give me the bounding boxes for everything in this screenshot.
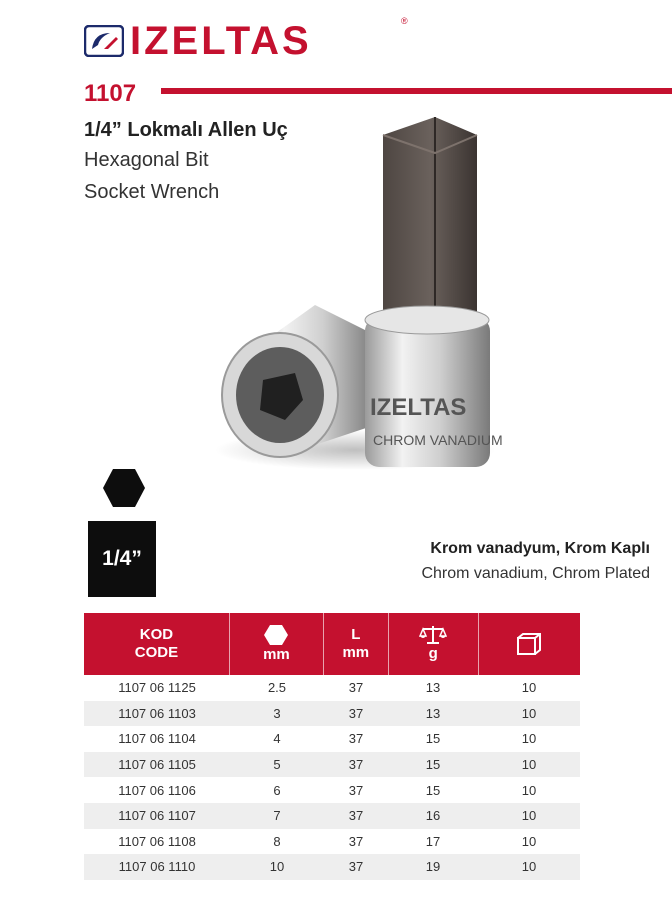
- cell-size: 7: [273, 808, 281, 824]
- cell-code: 1107 06 1105: [118, 757, 196, 773]
- header-code: [84, 613, 230, 675]
- cell-length: 37: [348, 808, 364, 824]
- cell-code: 1107 06 1125: [118, 680, 196, 696]
- table-row: [84, 701, 580, 727]
- table-row: [84, 803, 580, 829]
- cell-pack: 10: [521, 859, 537, 875]
- box-icon: [517, 633, 541, 655]
- table-header: [84, 613, 580, 675]
- cell-code: 1107 06 1107: [118, 808, 196, 824]
- header-pack: [479, 613, 580, 675]
- cell-size: 6: [273, 782, 281, 798]
- header-length-label: L: [351, 626, 361, 643]
- cell-size: 8: [273, 833, 281, 849]
- cell-code: 1107 06 1106: [118, 782, 196, 798]
- header-weight-unit: g: [428, 645, 438, 662]
- cell-length: 37: [348, 782, 364, 798]
- cell-code: 1107 06 1103: [118, 705, 196, 721]
- registered-mark: ®: [401, 16, 408, 26]
- header-size-unit: mm: [263, 646, 290, 663]
- scale-icon: [419, 625, 447, 645]
- table-row: [84, 726, 580, 752]
- cell-length: 37: [348, 757, 364, 773]
- cell-weight: 15: [425, 757, 441, 773]
- table-row: [84, 829, 580, 855]
- drive-size-badge: 1/4”: [88, 521, 156, 597]
- product-code: 1107: [84, 80, 137, 107]
- cell-size: 4: [273, 731, 281, 747]
- table-row: [84, 752, 580, 778]
- table-row: [84, 777, 580, 803]
- cell-weight: 13: [425, 705, 441, 721]
- cell-weight: 13: [425, 680, 441, 696]
- table-body: [84, 675, 580, 880]
- izeltas-emblem-icon: [84, 25, 124, 57]
- product-title-en-line1: Hexagonal Bit: [84, 149, 209, 171]
- material-tr: Krom vanadyum, Krom Kaplı: [430, 540, 650, 557]
- cell-code: 1107 06 1110: [118, 859, 196, 875]
- cell-length: 37: [348, 705, 364, 721]
- material-en: Chrom vanadium, Chrom Plated: [421, 565, 650, 582]
- engraving-material: CHROM VANADIUM: [373, 432, 503, 448]
- table-row: [84, 854, 580, 880]
- cell-size: 10: [269, 859, 285, 875]
- hexagon-icon: [103, 468, 145, 508]
- cell-pack: 10: [521, 833, 537, 849]
- product-title-en-line2: Socket Wrench: [84, 181, 220, 203]
- cell-length: 37: [348, 680, 364, 696]
- cell-pack: 10: [521, 757, 537, 773]
- cell-code: 1107 06 1108: [118, 833, 196, 849]
- product-photo: [205, 95, 525, 495]
- cell-size: 2.5: [267, 680, 287, 696]
- cell-size: 3: [273, 705, 281, 721]
- table-row: [84, 675, 580, 701]
- cell-length: 37: [348, 859, 364, 875]
- cell-length: 37: [348, 731, 364, 747]
- product-title-tr: 1/4” Lokmalı Allen Uç: [84, 119, 288, 141]
- hexagon-icon: [264, 624, 288, 646]
- cell-pack: 10: [521, 705, 537, 721]
- header-length-unit: mm: [342, 644, 370, 661]
- engraving-brand: IZELTAS: [370, 394, 467, 421]
- cell-pack: 10: [521, 808, 537, 824]
- cell-weight: 17: [425, 833, 441, 849]
- spec-table: [84, 613, 580, 880]
- header-weight: [389, 613, 479, 675]
- cell-pack: 10: [521, 680, 537, 696]
- cell-weight: 15: [425, 782, 441, 798]
- cell-length: 37: [348, 833, 364, 849]
- cell-weight: 15: [425, 731, 441, 747]
- cell-pack: 10: [521, 731, 537, 747]
- cell-code: 1107 06 1104: [118, 731, 196, 747]
- header-code-en: CODE: [134, 644, 179, 661]
- cell-pack: 10: [521, 782, 537, 798]
- header-length: [324, 613, 388, 675]
- header-size: [230, 613, 324, 675]
- standing-bit-socket: [365, 117, 503, 467]
- header-code-tr: KOD: [139, 626, 174, 643]
- cell-size: 5: [273, 757, 281, 773]
- header-divider: [161, 88, 672, 94]
- brand-name: IZELTAS: [130, 19, 312, 63]
- cell-weight: 19: [425, 859, 441, 875]
- cell-weight: 16: [425, 808, 441, 824]
